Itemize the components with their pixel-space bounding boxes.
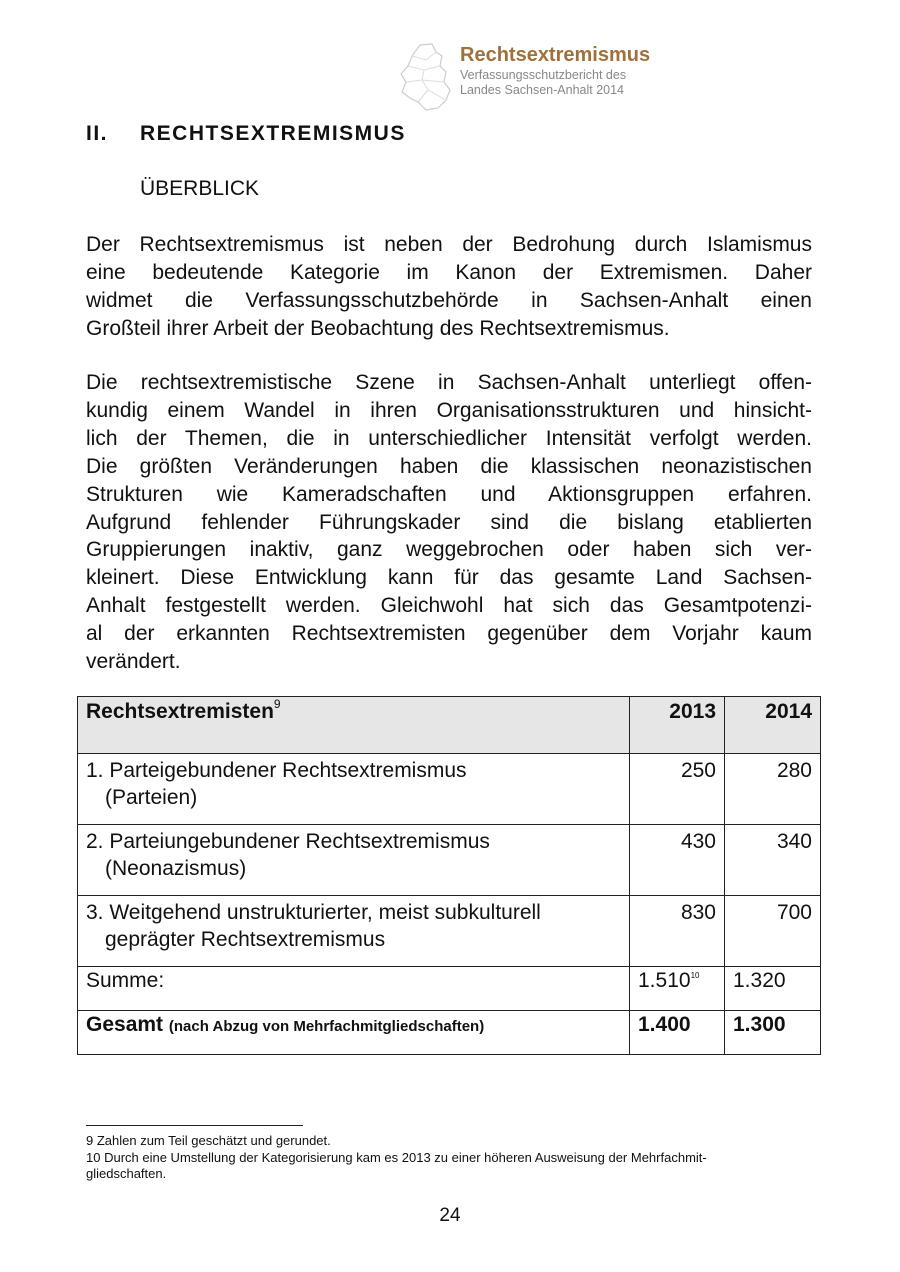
text-line: Strukturen wie Kameradschaften und Aktionsgruppen erfahren.	[86, 482, 812, 506]
row-label-line: 1. Parteigebundener Rechtsextremismus	[86, 759, 467, 782]
text-line: Großteil ihrer Arbeit der Beobachtung des Rechtsextremismus.	[86, 316, 670, 340]
value-2013	[630, 967, 725, 1011]
text-line: Aufgrund fehlender Führungskader sind die bislang etablierten	[86, 510, 812, 534]
sum-row	[78, 967, 821, 1011]
row-label	[78, 825, 630, 896]
text-line: Der Rechtsextremismus ist neben der Bedrohung durch Islamismus	[86, 233, 812, 256]
row-label-line: 2. Parteiungebundener Rechtsextremismus	[86, 830, 490, 853]
table-row	[78, 754, 821, 825]
text-line: Die rechtsextremistische Szene in Sachsen-Anhalt unterliegt offen-	[86, 371, 812, 394]
table-row	[78, 896, 821, 967]
header-label: Rechtsextremisten	[86, 700, 274, 723]
text-line: kleinert. Diese Entwicklung kann für das gesamte Land Sachsen-	[86, 566, 812, 590]
saxony-anhalt-map-icon	[398, 42, 456, 112]
text-line: kundig einem Wandel in ihren Organisationsstrukturen und hinsicht-	[86, 398, 812, 422]
header-title: Rechtsextremismus	[460, 44, 651, 66]
sum-value: 1.510	[638, 969, 691, 992]
text-line: Gruppierungen inaktiv, ganz weggebrochen oder haben sich ver-	[86, 538, 812, 562]
row-label-line: (Parteien)	[105, 786, 198, 809]
value-2014: 280	[725, 754, 821, 825]
text-line: Die größten Veränderungen haben die klassischen neonazistischen	[86, 454, 812, 478]
table-header-row	[78, 697, 821, 754]
text-line: al der erkannten Rechtsextremisten gegenüber dem Vorjahr kaum	[86, 622, 812, 646]
footnote: 10 Durch eine Umstellung der Kategorisierung kam es 2013 zu einer höheren Ausweisung der Mehrfachmit-	[86, 1149, 707, 1165]
text-line: lich der Themen, die in unterschiedlicher Intensität verfolgt werden.	[86, 426, 812, 450]
header-cell: 2013	[630, 697, 725, 754]
footnote-divider	[86, 1125, 303, 1126]
sum-label: Summe:	[78, 967, 630, 1011]
value-2013: 430	[630, 825, 725, 896]
chapter-title: RECHTSEXTREMISMUS	[140, 122, 406, 145]
chapter-number: II.	[86, 122, 109, 145]
table-row	[78, 825, 821, 896]
report-header	[398, 42, 688, 112]
value-2013: 1.400	[630, 1011, 725, 1055]
chapter-heading	[86, 122, 406, 146]
row-label	[78, 896, 630, 967]
text-line: eine bedeutende Kategorie im Kanon der Extremismen. Daher	[86, 260, 812, 284]
statistics-table	[77, 696, 821, 1055]
text-line: Anhalt festgestellt werden. Gleichwohl hat sich das Gesamtpotenzi-	[86, 594, 812, 618]
text-line: verändert.	[86, 650, 181, 674]
header-subtitle: Verfassungsschutzbericht des	[460, 68, 627, 82]
value-2013: 830	[630, 896, 725, 967]
row-label-line: geprägter Rechtsextremismus	[105, 928, 386, 951]
footnote-ref: 9	[273, 697, 281, 711]
text-line: widmet die Verfassungsschutzbehörde in Sachsen-Anhalt einen	[86, 288, 812, 312]
header-cell	[78, 697, 630, 754]
row-label-line: (Neonazismus)	[105, 857, 247, 880]
total-row	[78, 1011, 821, 1055]
section-heading: ÜBERBLICK	[140, 177, 260, 200]
footnote: gliedschaften.	[86, 1166, 167, 1181]
paragraph-2	[86, 369, 812, 676]
footnote-ref: 10	[690, 971, 700, 980]
total-note: (nach Abzug von Mehrfachmitgliedschaften)	[168, 1018, 485, 1035]
total-label-text: Gesamt	[86, 1013, 164, 1036]
value-2014: 1.320	[725, 967, 821, 1011]
paragraph-1	[86, 231, 812, 343]
value-2014: 700	[725, 896, 821, 967]
value-2013: 250	[630, 754, 725, 825]
header-subtitle: Landes Sachsen-Anhalt 2014	[460, 83, 625, 97]
footnote: 9 Zahlen zum Teil geschätzt und gerundet.	[86, 1133, 331, 1148]
total-label	[78, 1011, 630, 1055]
row-label	[78, 754, 630, 825]
header-cell: 2014	[725, 697, 821, 754]
footnotes	[86, 1133, 816, 1183]
page-number: 24	[439, 1205, 461, 1226]
row-label-line: 3. Weitgehend unstrukturierter, meist subkulturell	[86, 901, 541, 924]
value-2014: 1.300	[725, 1011, 821, 1055]
value-2014: 340	[725, 825, 821, 896]
